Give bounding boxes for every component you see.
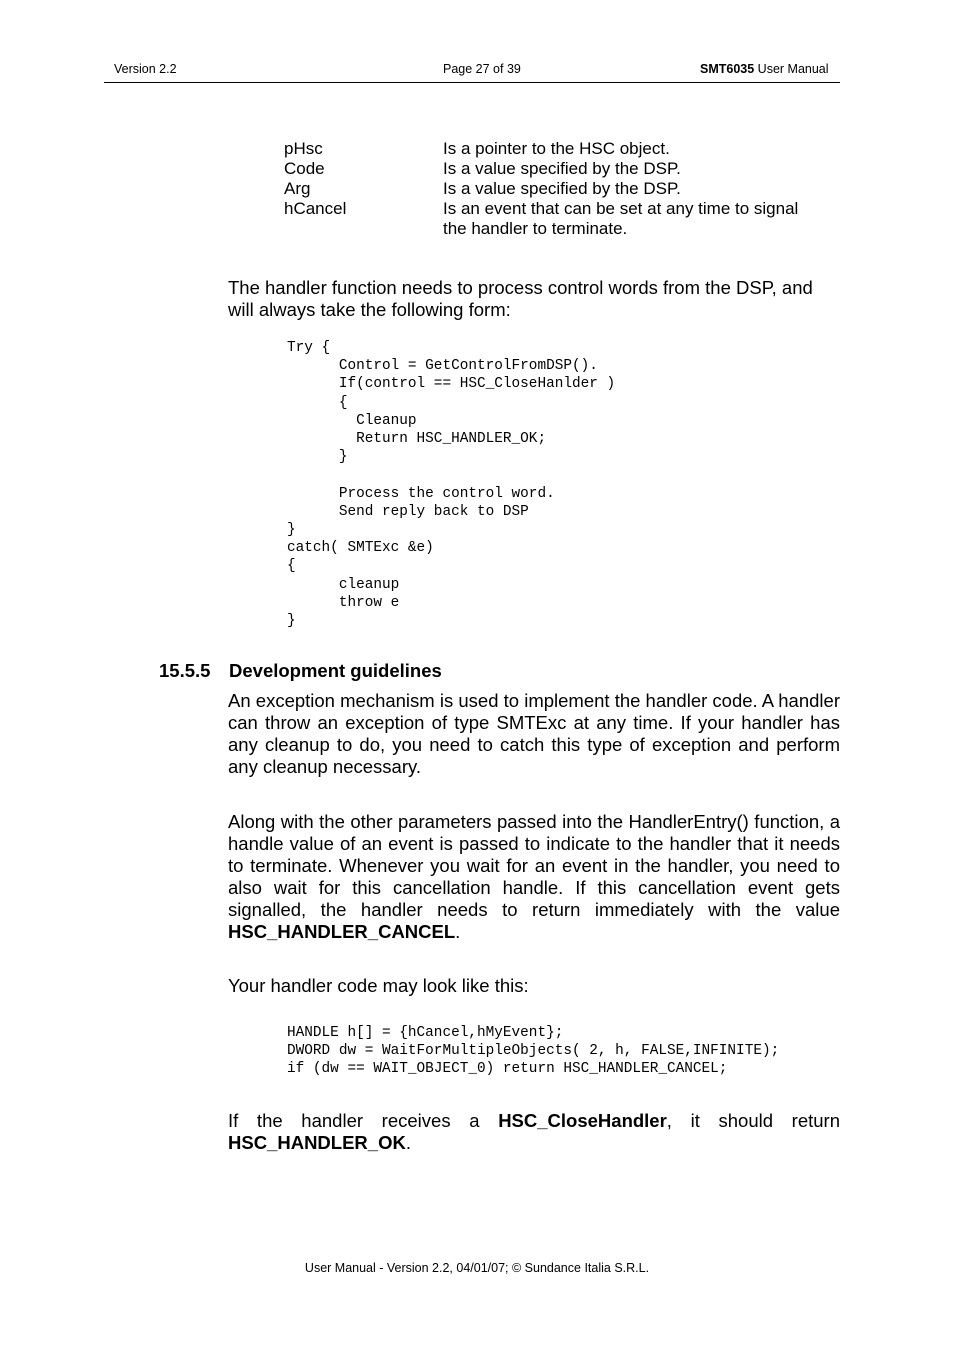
paragraph-close-handler [228, 1110, 840, 1154]
parameter-description: Is a pointer to the HSC object. [443, 139, 670, 158]
code-block-wait: HANDLE h[] = {hCancel,hMyEvent}; DWORD dw = WaitForMultipleObjects( 2, h, FALSE,INFINITE); if (dw == WAIT_OBJECT_0) return HSC_HANDLER_CANCEL; [287, 1025, 780, 1078]
parameter-description: Is a value specified by the DSP. [443, 179, 681, 198]
section-number: 15.5.5 [159, 660, 211, 681]
page-footer: User Manual - Version 2.2, 04/01/07; © Sundance Italia S.R.L. [304, 1261, 650, 1275]
parameter-name: hCancel [284, 199, 347, 218]
paragraph-cancellation-value: HSC_HANDLER_CANCEL [228, 921, 456, 942]
paragraph-cancellation-text: Along with the other parameters passed into the HandlerEntry() function, a handle value of an event is passed to indicate to the handler that it needs to terminate. Whenever you wait for an event in the handler, you need to also wait for this cancellation handle. If this cancellation event gets signalled, the handler needs to return immediately with the value [228, 811, 840, 920]
header-product [700, 62, 829, 76]
paragraph-close-handler-bold2: HSC_HANDLER_OK [228, 1132, 406, 1153]
code-block-handler-form: Try { Control = GetControlFromDSP(). If(control == HSC_CloseHanlder ) { Cleanup Return HSC_HANDLER_OK; } Process the control word. Send reply back to DSP } catch( SMTExc &e) { cleanup throw e } [287, 340, 616, 630]
paragraph-close-handler-bold1: HSC_CloseHandler [498, 1110, 667, 1131]
section-title: Development guidelines [229, 660, 442, 681]
paragraph-close-handler-mid: , it should return [666, 1110, 841, 1131]
header-product-suffix: User Manual [754, 62, 829, 76]
parameter-name: pHsc [284, 139, 323, 158]
parameter-name: Arg [284, 179, 311, 198]
paragraph-cancellation [228, 811, 840, 943]
parameter-name: Code [284, 159, 325, 178]
paragraph-exception-mechanism: An exception mechanism is used to implement the handler code. A handler can throw an exception of type SMTExc at any time. If your handler has any cleanup to do, you need to catch this type of exception and perform any cleanup necessary. [228, 690, 840, 777]
section-heading [159, 660, 442, 682]
parameter-row [284, 159, 823, 179]
parameter-row [284, 199, 823, 239]
paragraph-cancellation-end: . [455, 921, 461, 942]
header-product-code: SMT6035 [700, 62, 755, 76]
parameter-description: Is an event that can be set at any time to signal the handler to terminate. [443, 199, 799, 238]
parameter-row [284, 179, 823, 199]
paragraph-close-handler-end: . [405, 1132, 411, 1153]
paragraph-close-handler-pre: If the handler receives a [228, 1110, 499, 1131]
header-version: Version 2.2 [114, 62, 177, 76]
parameter-list [284, 139, 823, 239]
intro-paragraph: The handler function needs to process control words from the DSP, and will always take the following form: [228, 277, 813, 320]
parameter-description: Is a value specified by the DSP. [443, 159, 681, 178]
parameter-row [284, 139, 823, 159]
header-rule [104, 82, 840, 83]
paragraph-handler-code-intro: Your handler code may look like this: [228, 975, 529, 996]
header-page-number: Page 27 of 39 [443, 62, 521, 76]
